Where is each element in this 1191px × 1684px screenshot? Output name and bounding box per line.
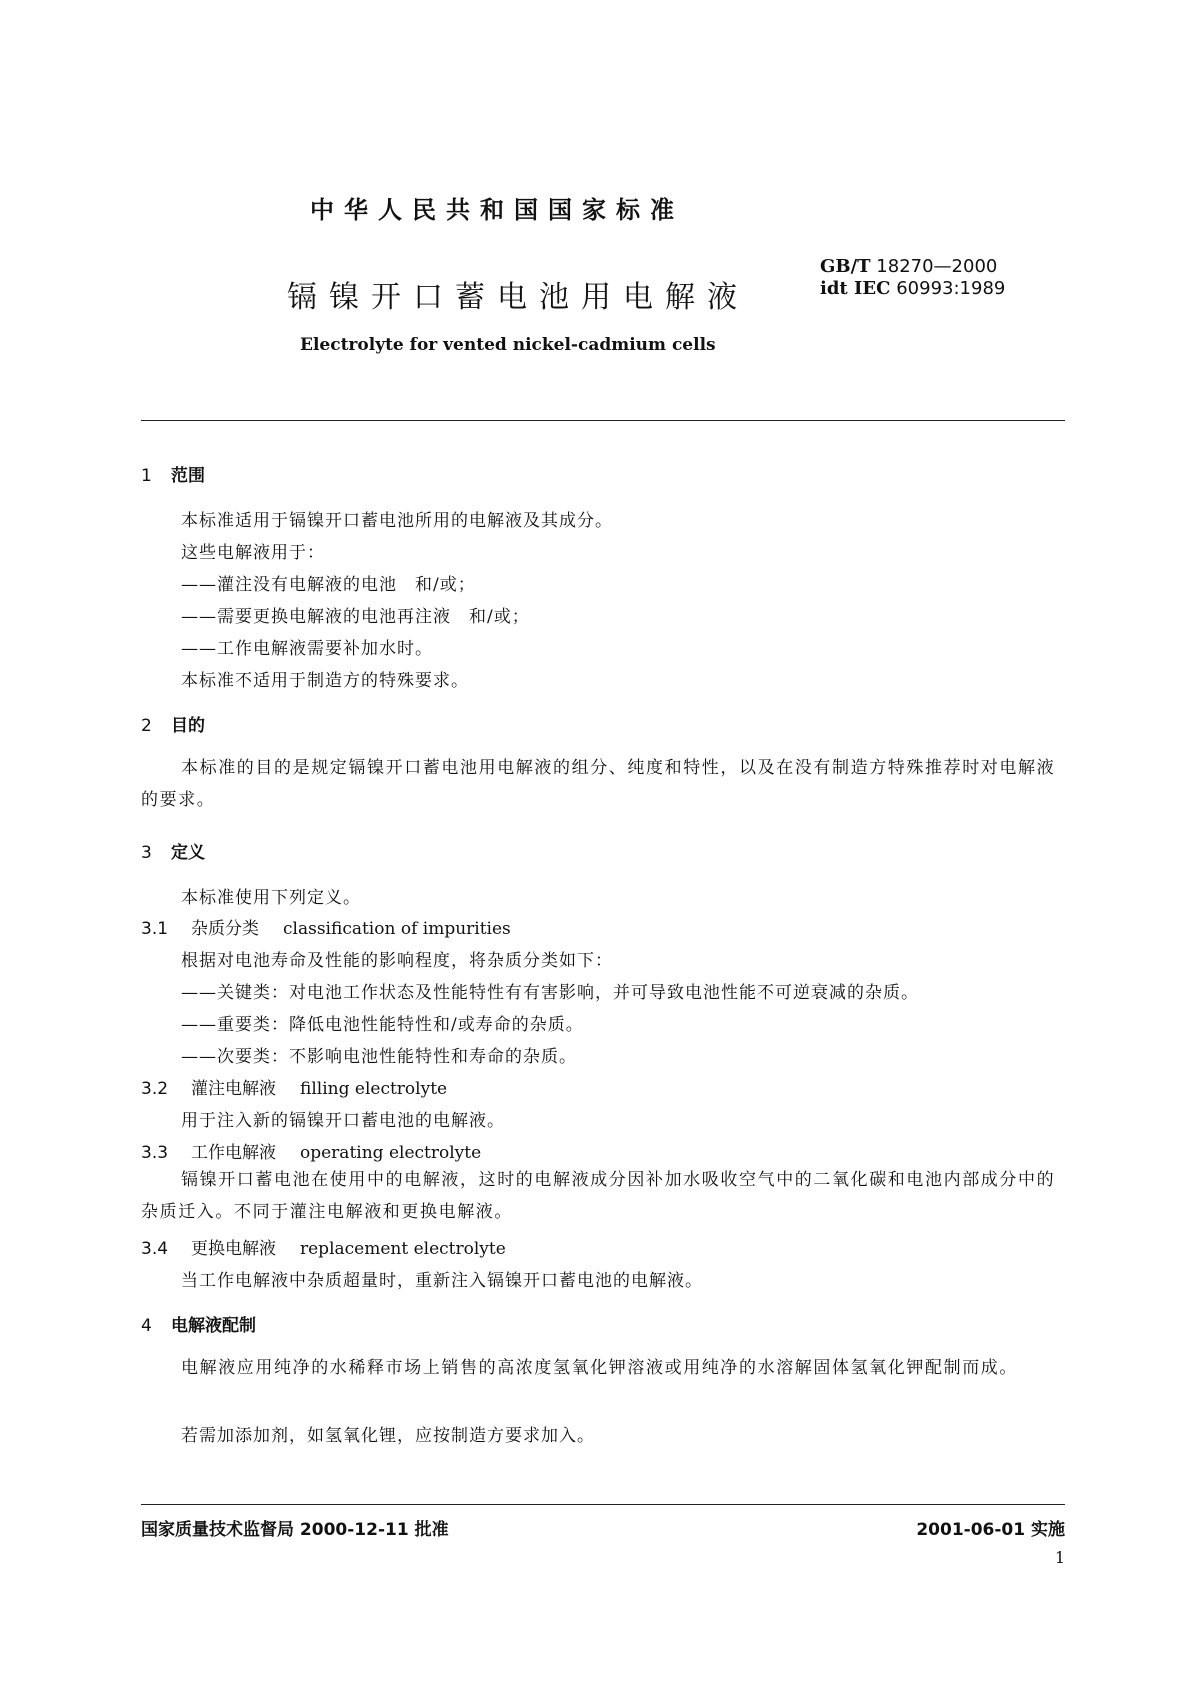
d1-line: ——次要类：不影响电池性能特性和寿命的杂质。 — [181, 1047, 577, 1067]
definition-term-en: replacement electrolyte — [300, 1239, 506, 1259]
d1-line: 根据对电池寿命及性能的影响程度，将杂质分类如下： — [181, 951, 613, 971]
definition-term-en: classification of impurities — [283, 919, 511, 939]
section-4-heading — [141, 1311, 256, 1336]
idt-number: 60993:1989 — [896, 278, 1006, 299]
definition-term-zh: 灌注电解液 — [191, 1079, 276, 1099]
definition-number: 3.3 — [141, 1143, 169, 1163]
d1-line: ——重要类：降低电池性能特性和/或寿命的杂质。 — [181, 1015, 584, 1035]
approval-line: 国家质量技术监督局 2000-12-11 批准 — [141, 1520, 449, 1540]
section-title: 范围 — [171, 466, 205, 486]
s4-line: 若需加添加剂，如氢氧化锂，应按制造方要求加入。 — [181, 1426, 595, 1446]
effective-date: 2001-06-01 实施 — [916, 1520, 1065, 1540]
definition-number: 3.2 — [141, 1079, 169, 1099]
s4-paragraph: 电解液应用纯净的水稀释市场上销售的高浓度氢氧化钾溶液或用纯净的水溶解固体氢氧化钾配制而成。 — [181, 1358, 1018, 1378]
s1-line: 本标准不适用于制造方的特殊要求。 — [181, 671, 469, 691]
header-rule — [141, 420, 1065, 421]
page-number: 1 — [1054, 1548, 1065, 1567]
s1-line: ——工作电解液需要补加水时。 — [181, 639, 433, 659]
definition-term-zh: 杂质分类 — [191, 919, 259, 939]
idt-prefix: idt IEC — [820, 278, 891, 299]
national-standard-heading: 中华人民共和国国家标准 — [310, 196, 684, 224]
definition-term-en: operating electrolyte — [300, 1143, 482, 1163]
definition-3-3-heading — [141, 1138, 481, 1163]
footer-rule — [141, 1504, 1065, 1505]
s2-paragraph: 本标准的目的是规定镉镍开口蓄电池用电解液的组分、纯度和特性，以及在没有制造方特殊推荐时对电解液的要求。 — [141, 758, 1056, 810]
s1-line: ——需要更换电解液的电池再注液 和/或； — [181, 607, 530, 627]
d4-text: 当工作电解液中杂质超量时，重新注入镉镍开口蓄电池的电解液。 — [181, 1271, 703, 1291]
definition-number: 3.1 — [141, 919, 169, 939]
d2-text: 用于注入新的镉镍开口蓄电池的电解液。 — [181, 1111, 505, 1131]
section-title: 电解液配制 — [171, 1316, 256, 1336]
document-title: 镉镍开口蓄电池用电解液 — [287, 280, 749, 315]
d3-text: 镉镍开口蓄电池在使用中的电解液，这时的电解液成分因补加水吸收空气中的二氧化碳和电池内部成分中的杂质迁入。不同于灌注电解液和更换电解液。 — [141, 1170, 1056, 1222]
code-prefix: GB/T — [820, 256, 871, 277]
s1-line: 这些电解液用于： — [181, 543, 325, 563]
definition-3-2-heading — [141, 1074, 447, 1099]
code-number: 18270—2000 — [876, 256, 998, 277]
definition-term-zh: 更换电解液 — [191, 1239, 276, 1259]
standard-code-block — [820, 256, 1005, 300]
d1-line: ——关键类：对电池工作状态及性能特性有有害影响，并可导致电池性能不可逆衰减的杂质。 — [181, 983, 919, 1003]
section-2-heading — [141, 711, 205, 736]
document-title-english: Electrolyte for vented nickel-cadmium cells — [300, 335, 716, 355]
s1-line: ——灌注没有电解液的电池 和/或； — [181, 575, 476, 595]
section-number: 3 — [141, 843, 152, 863]
section-number: 2 — [141, 716, 152, 736]
definition-number: 3.4 — [141, 1239, 169, 1259]
definition-3-4-heading — [141, 1234, 506, 1259]
s3-intro: 本标准使用下列定义。 — [181, 888, 361, 908]
s1-line: 本标准适用于镉镍开口蓄电池所用的电解液及其成分。 — [181, 511, 613, 531]
section-3-heading — [141, 838, 205, 863]
definition-term-en: filling electrolyte — [300, 1079, 448, 1099]
section-number: 4 — [141, 1316, 152, 1336]
section-title: 定义 — [171, 843, 205, 863]
section-1-heading — [141, 461, 205, 486]
section-title: 目的 — [171, 716, 205, 736]
definition-3-1-heading — [141, 914, 511, 939]
section-number: 1 — [141, 466, 152, 486]
definition-term-zh: 工作电解液 — [191, 1143, 276, 1163]
